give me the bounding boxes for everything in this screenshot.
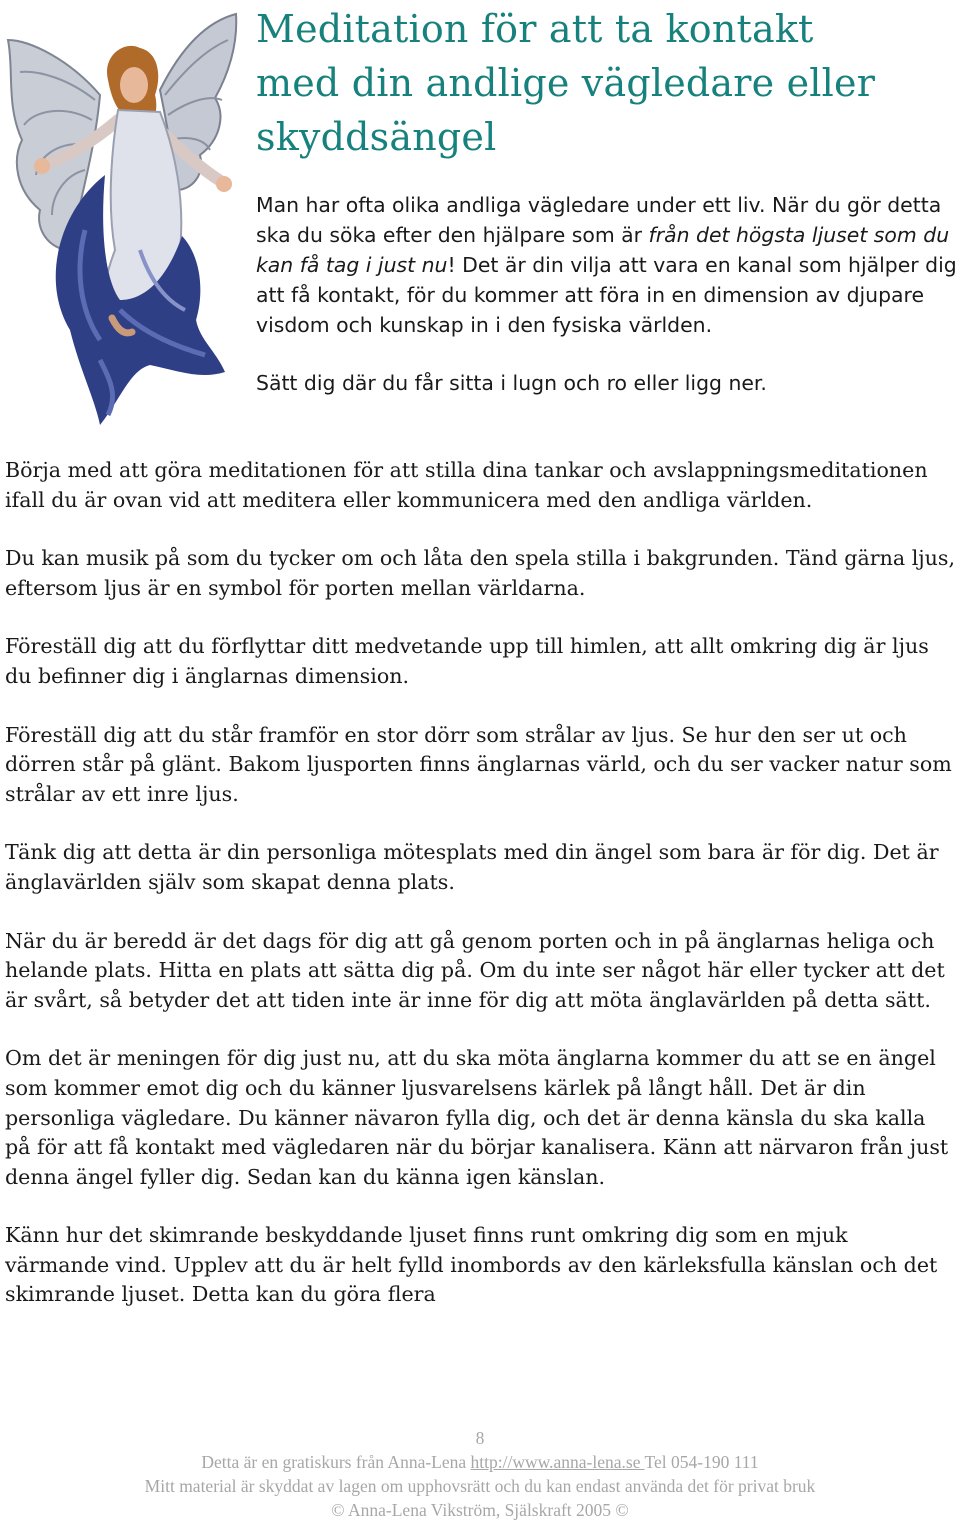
intro-text-end: ! Det är din vilja att vara en kanal som hjälper dig att få kontakt, för du kommer att föra in en dimension av djupare visdom och kunskap in i den fysiska världen.: [256, 253, 957, 337]
intro-section: [256, 190, 958, 426]
body-text: [5, 456, 957, 1339]
body-paragraph-7: Om det är meningen för dig just nu, att du ska möta änglarna kommer du att se en ängel som kommer emot dig och du känner ljusvarelsens kärlek på långt håll. Det är din personliga vägledare. Du känner nävaron fylla dig, och det är denna känsla du ska kalla på för att få kontakt med vägledaren när du börjar kanalisera. Känn att närvaron från just denna ängel fyller dig. Sedan kan du känna igen känslan.: [5, 1046, 949, 1189]
page-title: [256, 2, 956, 164]
intro-paragraph-2: Sätt dig där du får sitta i lugn och ro eller ligg ner.: [256, 371, 767, 395]
intro-text-start: Man har ofta olika andliga vägledare under ett liv. När du gör detta ska du söka efter den hjälpare som är: [256, 193, 942, 247]
body-paragraph-8: Känn hur det skimrande beskyddande ljuset finns runt omkring dig som en mjuk värmande vind. Upplev att du är helt fylld inombords av den kärleksfulla känslan och det skimrande ljuset. Detta kan du göra flera: [5, 1223, 938, 1307]
body-paragraph-6: När du är beredd är det dags för dig att gå genom porten och in på änglarnas heliga och helande plats. Hitta en plats att sätta dig på. Om du inte ser något här eller tycker att det är svårt, så betyder det att tiden inte är inne för dig att möta änglavärlden på detta sätt.: [5, 928, 945, 1012]
footer-phone: Tel 054-190 111: [644, 1452, 759, 1472]
intro-paragraph-1: [256, 190, 958, 340]
footer-line-2: Mitt material är skyddat av lagen om upphovsrätt och du kan endast använda det för privat bruk: [144, 1476, 816, 1496]
footer-line-1: [0, 1450, 960, 1474]
page-number: 8: [475, 1428, 485, 1448]
title-line-3: skyddsängel: [256, 115, 497, 159]
body-paragraph-1: Börja med att göra meditationen för att stilla dina tankar och avslappningsmeditationen ifall du är ovan vid att meditera eller kommunicera med den andliga världen.: [5, 458, 928, 512]
footer-course-text: Detta är en gratiskurs från Anna-Lena: [201, 1452, 471, 1472]
intro-emphasis: från det högsta ljuset som du kan få tag i just nu: [256, 223, 950, 277]
body-paragraph-3: Föreställ dig att du förflyttar ditt medvetande upp till himlen, att allt omkring dig är ljus du befinner dig i änglarnas dimension.: [5, 634, 929, 688]
body-paragraph-4: Föreställ dig att du står framför en stor dörr som strålar av ljus. Se hur den ser ut och dörren står på glänt. Bakom ljusporten finns änglarnas värld, och du ser vacker natur som strålar av ett inre ljus.: [5, 722, 952, 806]
body-paragraph-5: Tänk dig att detta är din personliga mötesplats med din ängel som bara är för dig. Det är änglavärlden själv som skapat denna plats.: [5, 840, 939, 894]
title-line-1: Meditation för att ta kontakt: [256, 7, 814, 51]
angel-illustration: [0, 0, 245, 440]
title-line-2: med din andlige vägledare eller: [256, 61, 876, 105]
page-footer: [0, 1426, 960, 1522]
body-paragraph-2: Du kan musik på som du tycker om och låta den spela stilla i bakgrunden. Tänd gärna ljus, eftersom ljus är en symbol för porten mellan världarna.: [5, 546, 956, 600]
website-link[interactable]: http://www.anna-lena.se: [470, 1452, 645, 1472]
footer-copyright: © Anna-Lena Vikström, Själskraft 2005 ©: [331, 1500, 629, 1520]
